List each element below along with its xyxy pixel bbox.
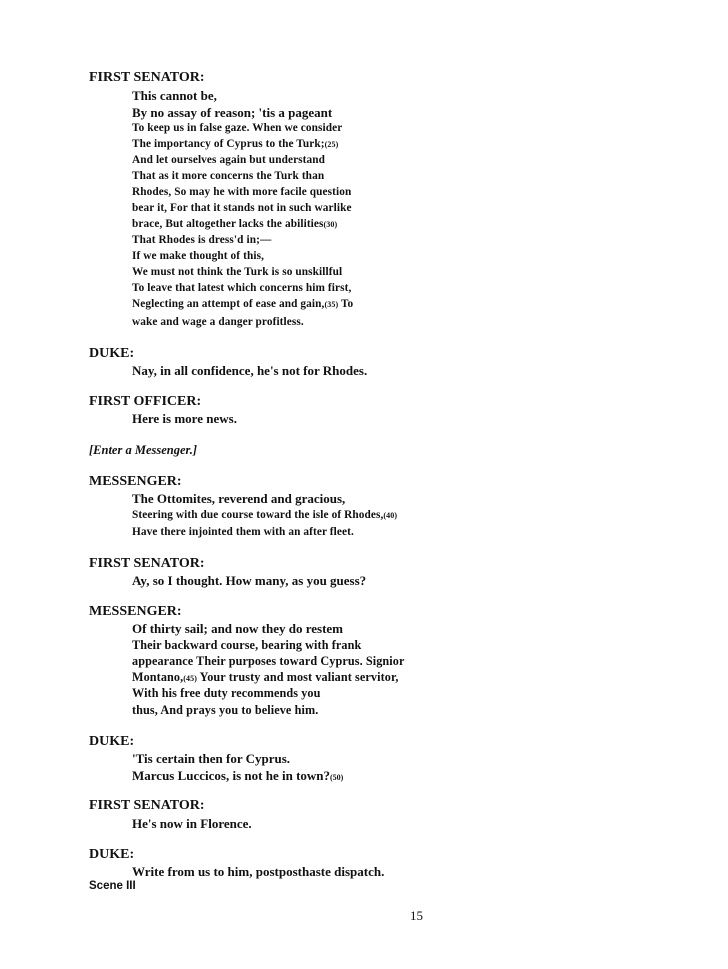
verse-text: Neglecting an attempt of ease and gain, <box>132 298 325 310</box>
verse-line: Nay, in all confidence, he's not for Rhodes. <box>132 363 368 378</box>
verse-line: That Rhodes is dress'd in;— <box>132 234 272 246</box>
verse-line: By no assay of reason; 'tis a pageant <box>132 105 333 120</box>
verse-line: bear it, For that it stands not in such warlike <box>132 202 352 214</box>
line-number: (35) <box>324 300 339 309</box>
speaker-name: MESSENGER: <box>89 474 182 489</box>
verse-text: brace, But altogether lacks the abilities <box>132 218 324 230</box>
verse-text: Marcus Luccicos, is not he in town? <box>132 768 331 783</box>
speaker-name: FIRST SENATOR: <box>89 70 205 85</box>
line-number: (45) <box>183 674 197 683</box>
page-number: 15 <box>410 908 423 923</box>
stage-direction: [Enter a Messenger.] <box>89 443 197 457</box>
verse-line <box>132 768 343 784</box>
verse-line: He's now in Florence. <box>132 816 252 831</box>
verse-line: Have there injointed them with an after fleet. <box>132 526 354 538</box>
speaker-name: DUKE: <box>89 346 135 361</box>
verse-line: wake and wage a danger profitless. <box>132 316 304 328</box>
verse-line: To leave that latest which concerns him first, <box>132 282 352 294</box>
verse-line: This cannot be, <box>132 88 217 103</box>
speaker-name: DUKE: <box>89 847 135 862</box>
verse-line: With his free duty recommends you <box>132 686 321 700</box>
verse-line: Of thirty sail; and now they do restem <box>132 621 344 636</box>
verse-line <box>132 218 337 230</box>
verse-line: We must not think the Turk is so unskillful <box>132 266 343 278</box>
verse-line: appearance Their purposes toward Cyprus. Signior <box>132 654 405 668</box>
verse-text: The importancy of Cyprus to the Turk; <box>132 138 325 150</box>
verse-line <box>132 670 398 685</box>
speaker-name: FIRST SENATOR: <box>89 798 205 813</box>
speaker-name: MESSENGER: <box>89 604 182 619</box>
verse-line: Their backward course, bearing with frank <box>132 638 362 652</box>
verse-line: Rhodes, So may he with more facile question <box>132 186 352 198</box>
verse-line: Here is more news. <box>132 411 237 426</box>
verse-text: To <box>338 298 354 310</box>
line-number: (40) <box>383 511 398 520</box>
speaker-name: DUKE: <box>89 734 135 749</box>
verse-text: Your trusty and most valiant servitor, <box>196 670 399 684</box>
verse-line <box>132 298 353 310</box>
speaker-name: FIRST OFFICER: <box>89 394 202 409</box>
verse-line: If we make thought of this, <box>132 250 264 262</box>
verse-line: 'Tis certain then for Cyprus. <box>132 751 291 766</box>
verse-line: To keep us in false gaze. When we consider <box>132 122 343 134</box>
verse-line: thus, And prays you to believe him. <box>132 703 319 717</box>
verse-line: Write from us to him, postposthaste dispatch. <box>132 864 385 879</box>
verse-line <box>132 138 338 150</box>
line-number: (30) <box>323 220 338 229</box>
verse-text: Montano, <box>132 670 184 684</box>
verse-line: The Ottomites, reverend and gracious, <box>132 491 346 506</box>
verse-line: That as it more concerns the Turk than <box>132 170 325 182</box>
verse-text: Steering with due course toward the isle of Rhodes, <box>132 509 384 521</box>
line-number: (25) <box>324 140 339 149</box>
verse-line <box>132 509 397 521</box>
line-number: (50) <box>330 773 344 782</box>
verse-line: Ay, so I thought. How many, as you guess? <box>132 573 367 588</box>
verse-line: And let ourselves again but understand <box>132 154 326 166</box>
scene-heading: Scene III <box>89 880 136 892</box>
speaker-name: FIRST SENATOR: <box>89 556 205 571</box>
